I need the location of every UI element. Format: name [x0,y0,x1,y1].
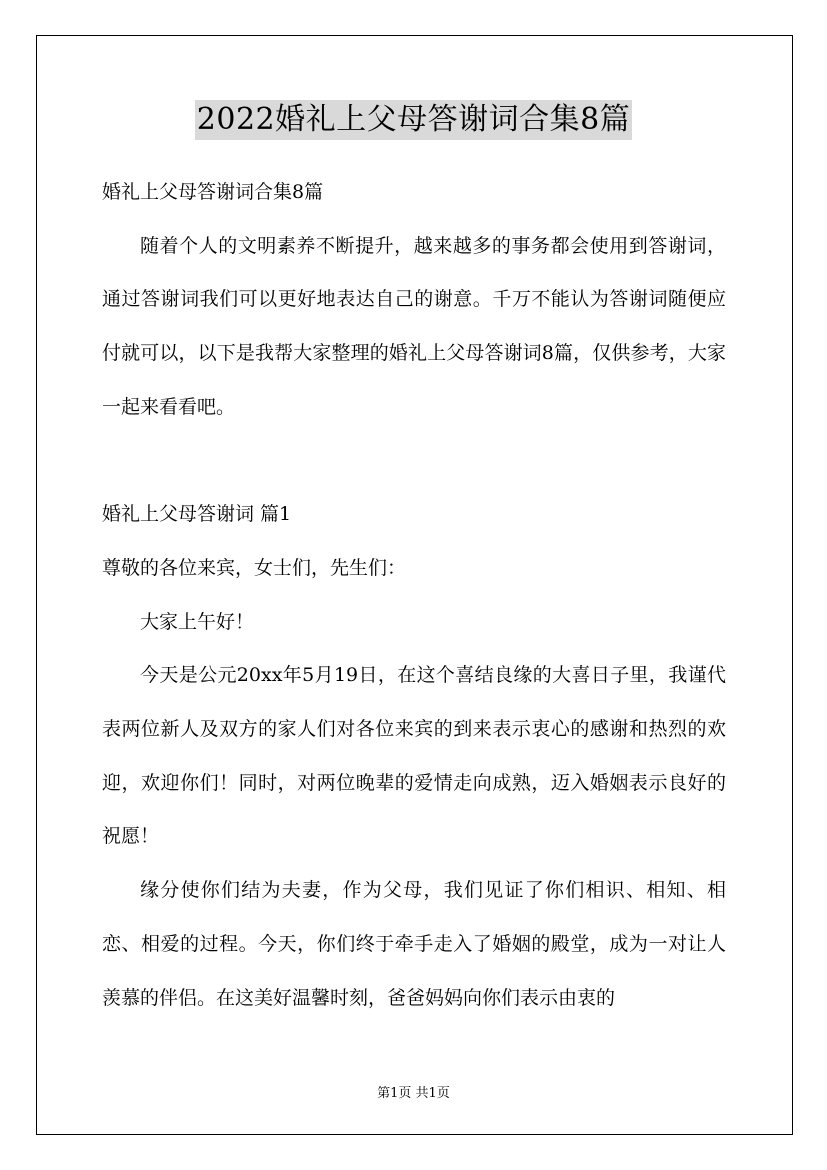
title-container [0,100,827,140]
paragraph-spacer [102,435,726,489]
greeting-line: 尊敬的各位来宾，女士们，先生们： [102,556,407,579]
body-paragraph-2: 缘分使你们结为夫妻，作为父母，我们见证了你们相识、相知、相恋、相爱的过程。今天，你们终于牵手走入了婚姻的殿堂，成为一对让人羡慕的伴侣。在这美好温馨时刻，爸爸妈妈向你们表示由衷的 [102,879,726,1009]
document-title: 2022婚礼上父母答谢词合集8篇 [195,100,632,140]
body-paragraph-1: 今天是公元20xx年5月19日，在这个喜结良缘的大喜日子里，我谨代表两位新人及双方的家人们对各位来宾的到来表示衷心的感谢和热烈的欢迎，欢迎你们！同时，对两位晚辈的爱情走向成熟，迈入婚姻表示良好的祝愿！ [102,664,726,848]
intro-paragraph: 随着个人的文明素养不断提升，越来越多的事务都会使用到答谢词，通过答谢词我们可以更好地表达自己的谢意。千万不能认为答谢词随便应付就可以，以下是我帮大家整理的婚礼上父母答谢词8篇，仅供参考，大家一起来看看吧。 [102,234,726,418]
section-heading: 婚礼上父母答谢词 篇1 [102,503,292,526]
page-footer: 第1页 共1页 [377,1086,450,1101]
document-body [102,166,726,1025]
subtitle: 婚礼上父母答谢词合集8篇 [102,181,324,203]
hello-line: 大家上午好！ [140,610,255,633]
